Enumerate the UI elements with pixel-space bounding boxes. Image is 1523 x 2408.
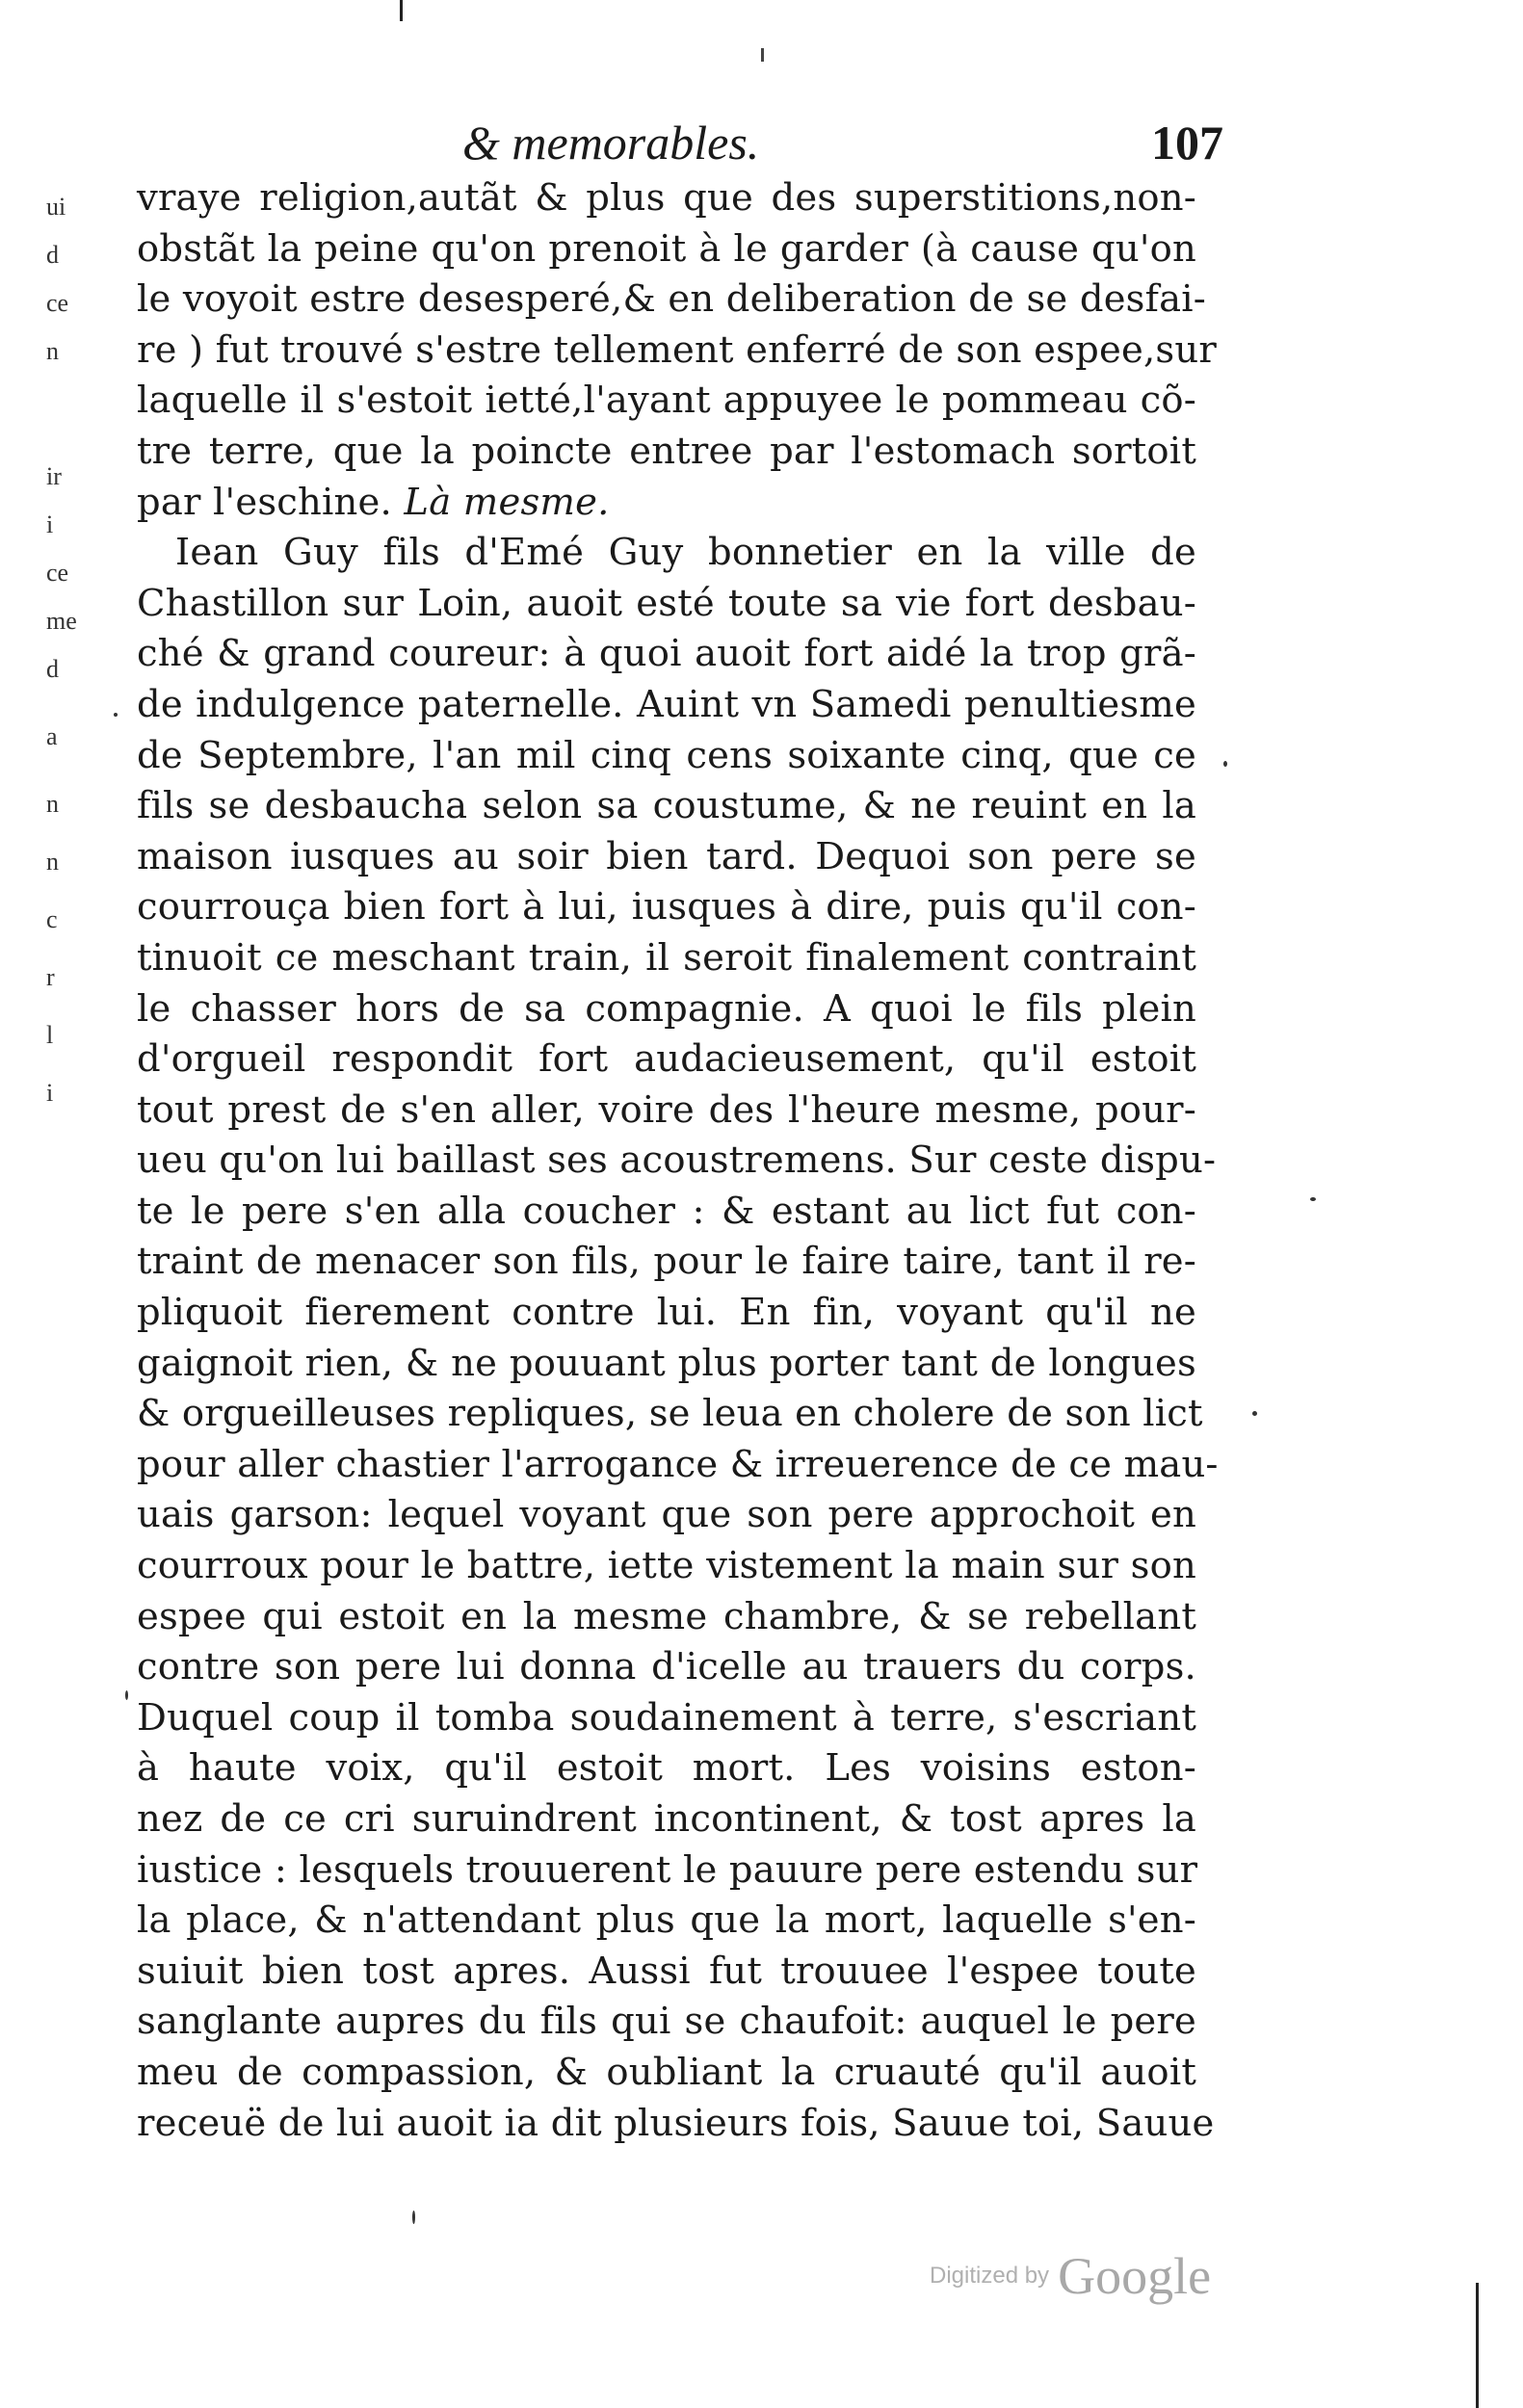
digitization-watermark <box>930 2246 1211 2304</box>
text-line: pliquoit fierement contre lui. En fin, voyant qu'il ne <box>137 1291 1196 1335</box>
gutter-fragment: ir <box>46 462 62 490</box>
text-line: & orgueilleuses repliques, se leua en cholere de son lict <box>137 1392 1203 1436</box>
text-line: ueu qu'on lui baillast ses acoustremens. Sur ceste dispu- <box>137 1139 1217 1183</box>
text-line: par l'eschine. Là mesme. <box>137 480 610 524</box>
text-line: obstãt la peine qu'on prenoit à le garder (à cause qu'on <box>137 226 1196 271</box>
text-line: à haute voix, qu'il estoit mort. Les voisins eston- <box>137 1746 1196 1791</box>
text-line: iustice : lesquels trouuerent le pauure pere estendu sur <box>137 1847 1198 1892</box>
gutter-fragment: ui <box>46 193 66 221</box>
gutter-fragment: d <box>46 241 59 269</box>
ink-speck <box>114 713 118 717</box>
gutter-fragment: n <box>46 790 59 818</box>
running-head <box>462 114 1223 181</box>
text-line: nez de ce cri suruindrent incontinent, & tost apres la <box>137 1797 1196 1841</box>
text-line: contre son pere lui donna d'icelle au trauers du corps. <box>137 1645 1196 1689</box>
text-line: te le pere s'en alla coucher : & estant au lict fut con- <box>137 1189 1196 1233</box>
gutter-fragment: i <box>46 1079 54 1107</box>
gutter-fragment: me <box>46 607 77 635</box>
text-line: tinuoit ce meschant train, il seroit finalement contraint <box>137 935 1196 980</box>
text-line: tre terre, que la poincte entree par l'estomach sortoit <box>137 429 1196 473</box>
gutter-fragment: ce <box>46 289 69 317</box>
text-line: d'orgueil respondit fort audacieusement, qu'il estoit <box>137 1037 1196 1082</box>
gutter-fragment: ce <box>46 559 69 587</box>
text-line: Iean Guy fils d'Emé Guy bonnetier en la ville de <box>175 531 1196 575</box>
text-line: maison iusques au soir bien tard. Dequoi son pere se <box>137 834 1196 878</box>
text-line: traint de menacer son fils, pour le faire taire, tant il re- <box>137 1240 1196 1284</box>
gutter-fragment: c <box>46 905 58 933</box>
scan-mark-top-2 <box>761 48 764 62</box>
text-line: espee qui estoit en la mesme chambre, & se rebellant <box>137 1594 1196 1638</box>
text-line: tout prest de s'en aller, voire des l'heure mesme, pour- <box>137 1087 1196 1132</box>
ink-speck <box>1310 1197 1316 1201</box>
gutter-fragment: a <box>46 722 58 750</box>
gutter-fragment: l <box>46 1021 54 1049</box>
ink-speck <box>125 1690 128 1700</box>
text-line: re ) fut trouvé s'estre tellement enferré de son espee,sur <box>137 327 1217 372</box>
text-line: uais garson: lequel voyant que son pere approchoit en <box>137 1493 1196 1537</box>
text-line: la place, & n'attendant plus que la mort, laquelle s'en- <box>137 1898 1196 1943</box>
text-line: suiuit bien tost apres. Aussi fut trouuee l'espee toute <box>137 1949 1196 1993</box>
text-line: vraye religion,autãt & plus que des superstitions,non- <box>137 176 1196 220</box>
text-line: pour aller chastier l'arrogance & irreuerence de ce mau- <box>137 1442 1219 1486</box>
gutter-fragment: n <box>46 848 59 876</box>
gutter-fragment: i <box>46 510 54 538</box>
text-line: Chastillon sur Loin, auoit esté toute sa vie fort desbau- <box>137 581 1196 625</box>
text-line: sanglante aupres du fils qui se chaufoit: auquel le pere <box>137 2000 1196 2044</box>
text-line: ché & grand coureur: à quoi auoit fort aidé la trop grã- <box>137 632 1196 676</box>
page-number: 107 <box>1151 116 1223 170</box>
running-title: & memorables. <box>462 116 760 170</box>
ink-speck <box>412 2211 415 2224</box>
text-line: laquelle il s'estoit ietté,l'ayant appuyee le pommeau cõ- <box>137 379 1196 423</box>
text-line: fils se desbaucha selon sa coustume, & ne reuint en la <box>137 784 1196 828</box>
marginal-note: Là mesme. <box>404 480 610 524</box>
scan-mark-top <box>400 0 403 21</box>
text-line: de Septembre, l'an mil cinq cens soixante cinq, que ce <box>137 733 1196 777</box>
gutter-fragment: n <box>46 337 59 365</box>
text-line: gaignoit rien, & ne pouuant plus porter tant de longues <box>137 1341 1196 1385</box>
gutter-fragment: r <box>46 963 55 991</box>
text-line: de indulgence paternelle. Auint vn Samedi penultiesme <box>137 682 1196 726</box>
text-line: le voyoit estre desesperé,& en deliberation de se desfai- <box>137 277 1206 322</box>
ink-speck <box>1223 761 1227 767</box>
text-line: courroux pour le battre, iette vistement la main sur son <box>137 1544 1196 1588</box>
watermark-prefix: Digitized by <box>930 2263 1050 2289</box>
text-line: receuë de lui auoit ia dit plusieurs fois, Sauue toi, Sauue <box>137 2101 1215 2145</box>
text-line: courrouça bien fort à lui, iusques à dire, puis qu'il con- <box>137 885 1196 929</box>
ink-speck <box>1252 1411 1257 1416</box>
text-line: Duquel coup il tomba soudainement à terre, s'escriant <box>137 1695 1196 1740</box>
text-line: meu de compassion, & oubliant la cruauté qu'il auoit <box>137 2050 1196 2094</box>
text-line: le chasser hors de sa compagnie. A quoi le fils plein <box>137 986 1196 1031</box>
google-logo: Google <box>1058 2247 1212 2305</box>
body-text <box>137 173 1219 2149</box>
binding-edge <box>1476 2283 1479 2408</box>
gutter-fragment: d <box>46 655 59 683</box>
